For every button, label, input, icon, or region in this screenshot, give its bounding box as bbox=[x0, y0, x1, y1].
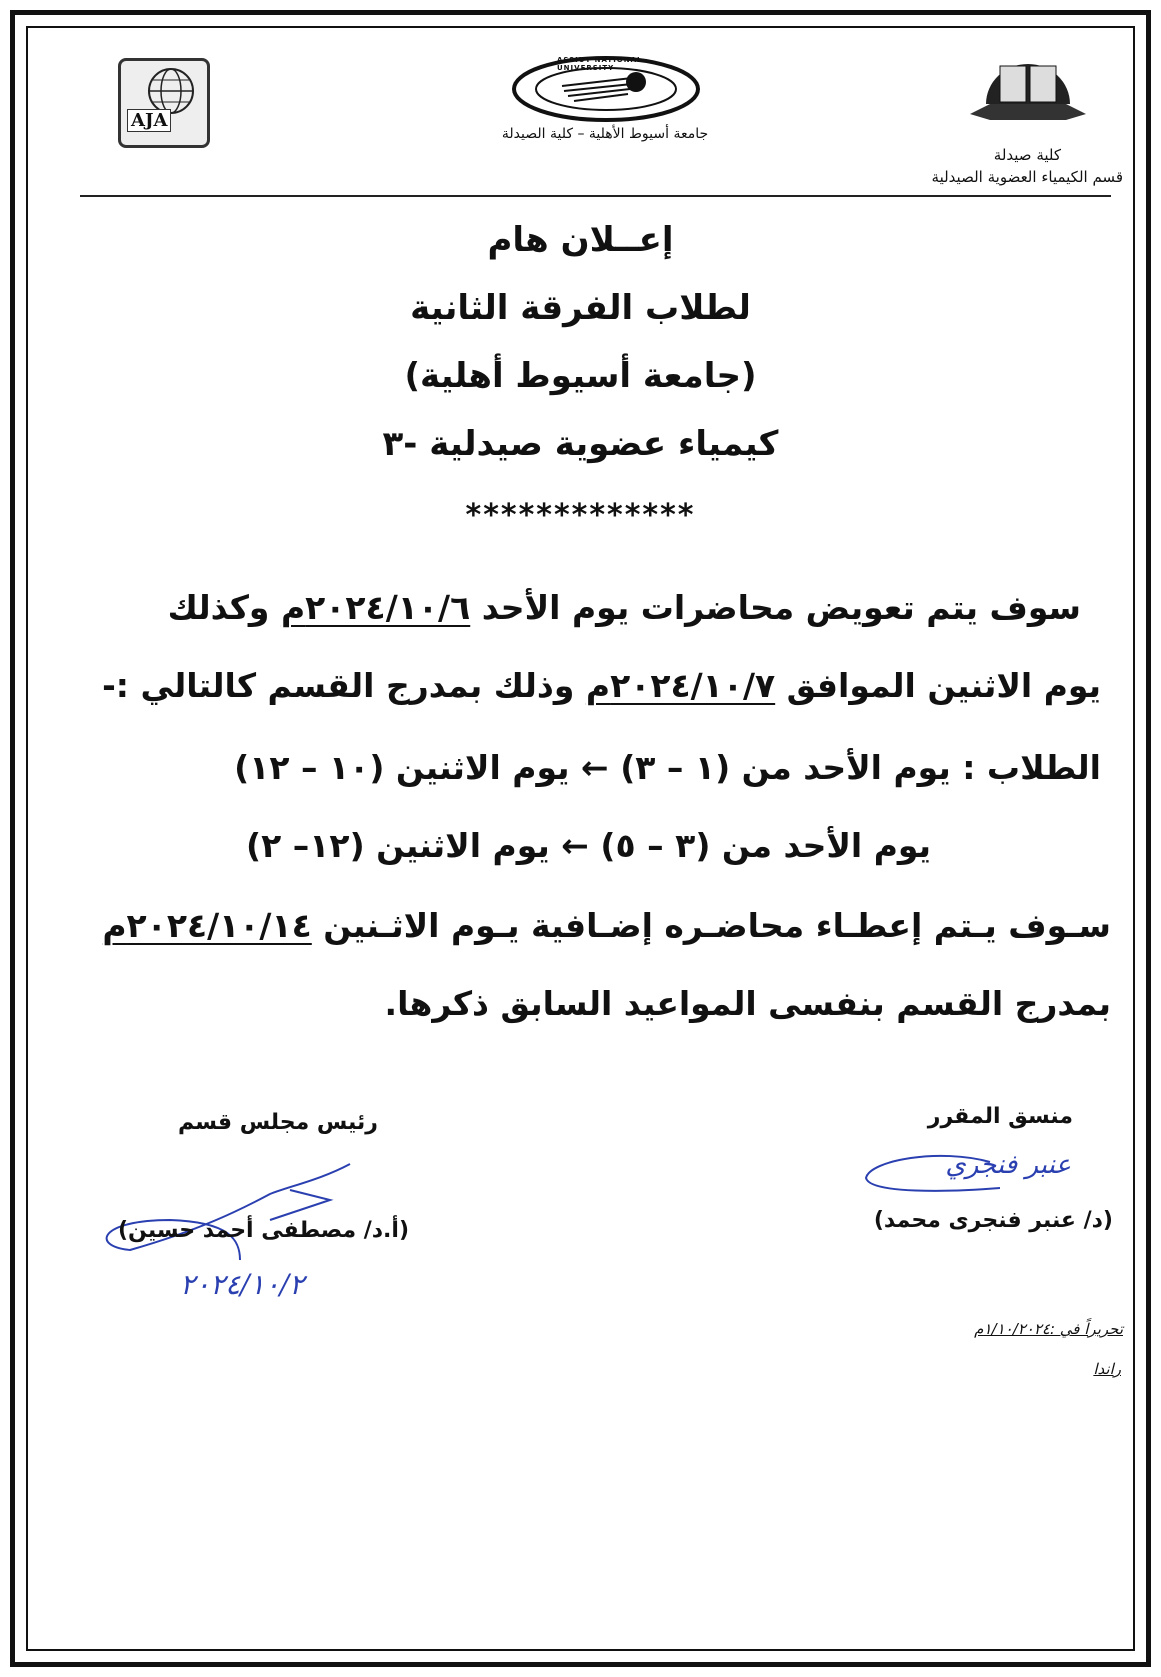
body-line-5 bbox=[60, 906, 1111, 945]
department-head-handwritten-date: ٢٠٢٤/١٠/٢ bbox=[180, 1268, 305, 1301]
aja-logo-text: AJA bbox=[127, 109, 171, 132]
coordinator-title: منسق المقرر bbox=[927, 1104, 1073, 1129]
issue-date: تحريراً في :١/١٠/٢٠٢٤م bbox=[974, 1320, 1123, 1338]
coordinator-name: (د/ عنبر فنجرى محمد) bbox=[873, 1208, 1113, 1233]
department-head-name: (أ.د/ مصطفى أحمد حسين) bbox=[118, 1218, 410, 1243]
body-text: وذلك بمدرج القسم كالتالي :- bbox=[102, 666, 586, 705]
department-head-title: رئيس مجلس قسم bbox=[178, 1110, 378, 1135]
university-logo-text: ASSIUT NATIONAL UNIVERSITY bbox=[557, 56, 643, 72]
course-name: كيمياء عضوية صيدلية -٣ bbox=[382, 424, 779, 464]
schedule-row-2: يوم الأحد من (٣ – ٥) ← يوم الاثنين (١٢– ٢) bbox=[246, 826, 931, 865]
department-head-signature bbox=[90, 1150, 370, 1260]
coordinator-signature-stroke bbox=[860, 1150, 1000, 1200]
coordinator-signature: عنبر فنجري bbox=[945, 1150, 1071, 1180]
header-divider bbox=[80, 195, 1111, 197]
stars-divider: ************* bbox=[465, 498, 696, 533]
body-text: سـوف يـتم إعطـاء محاضـره إضـافية يـوم الاثـنين bbox=[311, 906, 1111, 945]
university-logo bbox=[512, 56, 700, 122]
typist-name: راندا bbox=[1093, 1360, 1121, 1378]
body-line-1 bbox=[60, 588, 1081, 627]
body-text: وكذلك bbox=[167, 588, 281, 627]
faculty-logo bbox=[966, 44, 1090, 124]
aja-logo bbox=[118, 58, 210, 148]
university-caption: جامعة أسيوط الأهلية – كلية الصيدلة bbox=[501, 126, 709, 142]
schedule-row-1: الطلاب : يوم الأحد من (١ – ٣) ← يوم الاثنين (١٠ – ١٢) bbox=[234, 748, 1101, 787]
faculty-name: كلية صيدلة bbox=[993, 146, 1061, 164]
body-text: سوف يتم تعويض محاضرات يوم الأحد bbox=[470, 588, 1081, 627]
date-sunday: ٢٠٢٤/١٠/٦م bbox=[280, 588, 471, 627]
announcement-heading: إعــلان هام bbox=[487, 220, 674, 260]
target-students: لطلاب الفرقة الثانية bbox=[410, 288, 751, 328]
university-name: (جامعة أسيوط أهلية) bbox=[404, 356, 757, 396]
body-text: يوم الاثنين الموافق bbox=[775, 666, 1101, 705]
body-line-2 bbox=[60, 666, 1101, 705]
body-line-6: بمدرج القسم بنفسى المواعيد السابق ذكرها. bbox=[384, 984, 1111, 1023]
date-extra-lecture: ٢٠٢٤/١٠/١٤م bbox=[102, 906, 312, 945]
department-name: قسم الكيمياء العضوية الصيدلية bbox=[931, 168, 1123, 186]
date-monday: ٢٠٢٤/١٠/٧م bbox=[585, 666, 776, 705]
